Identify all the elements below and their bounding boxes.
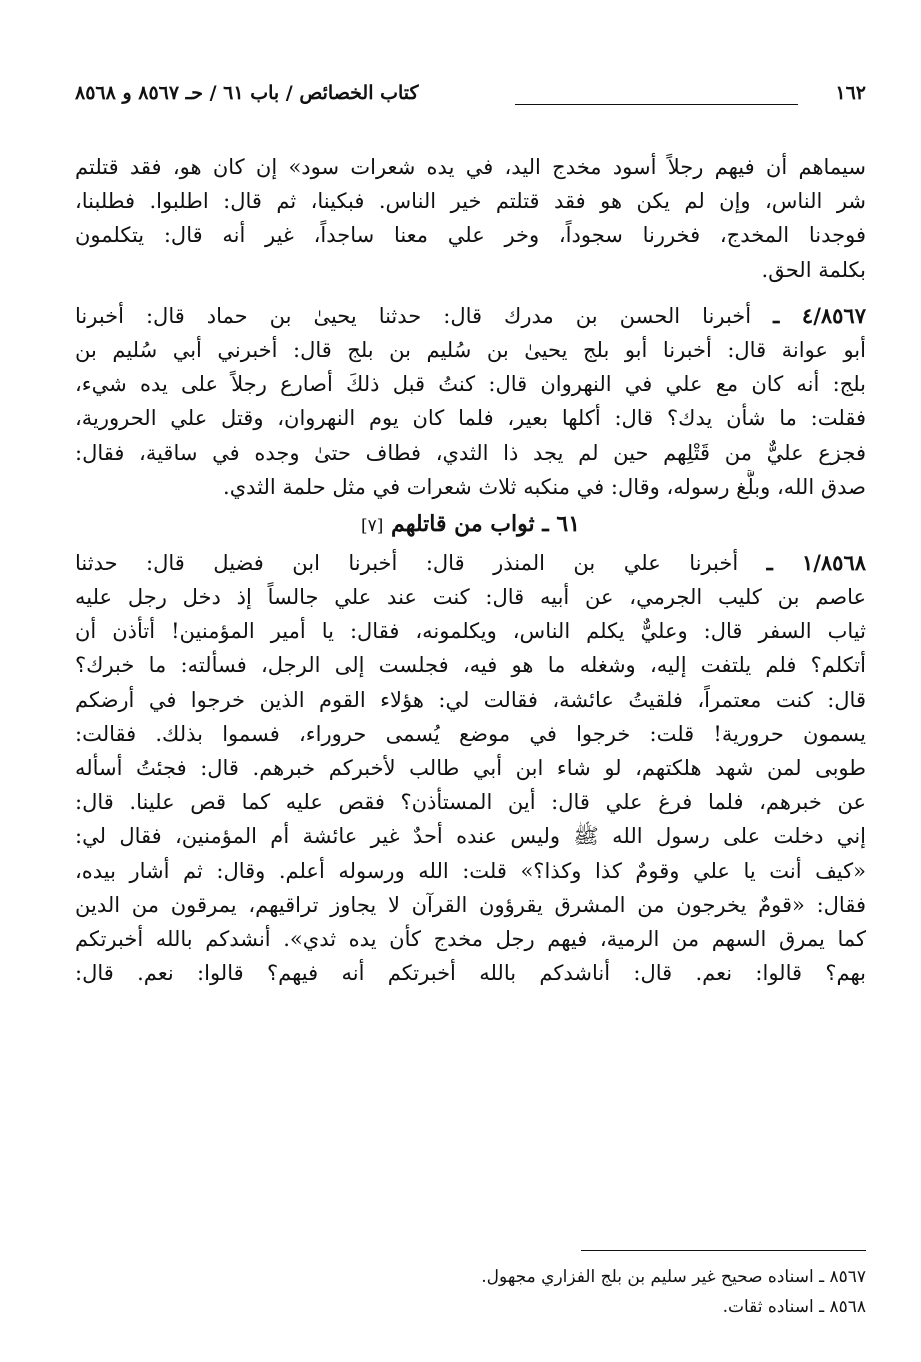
text-line: فوجدنا المخدج، فخررنا سجوداً، وخر علي معنا ساجداً، غير أنه قال: يتكلمون xyxy=(75,223,866,248)
paragraph-gap xyxy=(75,287,866,299)
hadith-text: أخبرنا علي بن المنذر قال: أخبرنا ابن فضيل قال: حدثنا xyxy=(75,550,739,575)
text-line: بلج: أنه كان مع علي في النهروان قال: كنتُ قبل ذلكَ أصارع رجلاً على يده شيء، xyxy=(75,372,866,397)
text-line: إني دخلت على رسول الله ﷺ وليس عنده أحدٌ غير عائشة أم المؤمنين، فقال لي: xyxy=(75,824,866,849)
footnote-rule xyxy=(581,1250,866,1251)
page-number: ١٦٢ xyxy=(835,82,866,104)
text-line: سيماهم أن فيهم رجلاً أسود مخدج اليد، في يده شعرات سود» إن كان هو، فقد قتلتم xyxy=(75,155,866,179)
text-line: فقال: «قومٌ يخرجون من المشرق يقرؤون القرآن لا يجاوز تراقيهم، يمرقون من الدين xyxy=(75,892,866,917)
hadith-text: أخبرنا الحسن بن مدرك قال: حدثنا يحيىٰ بن حماد قال: أخبرنا xyxy=(75,303,752,328)
main-text xyxy=(75,150,866,990)
text-line: فجزع عليٌّ من قَتْلِهم حين لم يجد ذا الثدي، فطاف حتىٰ وجده في ساقية، فقال: xyxy=(75,440,866,465)
footnote-8567: ٨٥٦٧ ـ اسناده صحيح غير سليم بن بلج الفزاري مجهول. xyxy=(481,1267,866,1287)
header-rule xyxy=(515,104,798,105)
text-line: كما يمرق السهم من الرمية، فيهم رجل مخدج كأن يده ثدي». أنشدكم بالله أخبرتكم xyxy=(75,926,866,951)
text-line: قال: كنت معتمراً، فلقيتُ عائشة، فقالت لي: هؤلاء القوم الذين خرجوا في أرضكم xyxy=(75,687,866,712)
continuation-paragraph xyxy=(75,150,866,287)
footnote-8568: ٨٥٦٨ ـ اسناده ثقات. xyxy=(722,1297,866,1317)
hadith-8568 xyxy=(75,546,866,990)
text-line: شر الناس، وإن لم يكن هو فقد قتلتم خير الناس. فبكينا، ثم قال: اطلبوا. فطلبنا، xyxy=(75,189,866,214)
hadith-number: ٤/٨٥٦٧ ـ xyxy=(773,302,866,328)
text-line: أبو عوانة قال: أخبرنا أبو بلج يحيىٰ بن سُليم بن بلج قال: أخبرني أبي سُليم بن xyxy=(75,337,866,362)
footnotes xyxy=(200,1262,866,1322)
hadith-8567 xyxy=(75,299,866,504)
text-line xyxy=(75,299,866,333)
text-line: فقلت: ما شأن يدك؟ قال: أكلها بعير، فلما كان يوم النهروان، وقتل علي الحرورية، xyxy=(75,406,866,431)
text-line: بكلمة الحق. xyxy=(761,257,866,282)
text-line: «كيف أنت يا علي وقومٌ كذا وكذا؟» قلت: الله ورسوله أعلم. وقال: ثم أشار بيده، xyxy=(75,858,866,883)
chapter-title: ٦١ ـ ثواب من قاتلهم xyxy=(391,510,581,537)
text-line: أتكلم؟ فلم يلتفت إليه، وشغله ما هو فيه، فجلست إلى الرجل، فسألته: ما خبرك؟ xyxy=(75,653,866,678)
text-line: عن خبرهم، فلما فرغ علي قال: أين المستأذن؟ فقص عليه كما قص علينا. قال: xyxy=(75,790,866,815)
chapter-note: [٧] xyxy=(360,515,384,536)
text-line: ثياب السفر قال: وعليٌّ يكلم الناس، ويكلمونه، فقال: يا أمير المؤمنين! أتأذن أن xyxy=(75,619,866,644)
text-line: طوبى لمن شهد هلكتهم، لو شاء ابن أبي طالب لأخبركم خبرهم. قال: فجئتُ أسأله xyxy=(75,756,866,780)
page-header xyxy=(75,80,866,114)
text-line: يسمون حرورية! قلت: خرجوا في موضع يُسمى حروراء، فسموا بذلك. فقالت: xyxy=(75,721,866,746)
running-title: كتاب الخصائص / باب ٦١ / حـ ٨٥٦٧ و ٨٥٦٨ xyxy=(75,82,419,104)
text-line: بهم؟ قالوا: نعم. قال: أناشدكم بالله أخبرتكم أنه فيهم؟ قالوا: نعم. قال: xyxy=(75,961,866,986)
text-line xyxy=(75,546,866,580)
text-line: عاصم بن كليب الجرمي، عن أبيه قال: كنت عند علي جالساً إذ دخل رجل عليه xyxy=(75,585,866,610)
text-line: صدق الله، وبلَّغ رسوله، وقال: في منكبه ثلاث شعرات في مثل حلمة الثدي. xyxy=(223,474,866,499)
chapter-heading xyxy=(75,504,866,546)
hadith-number: ١/٨٥٦٨ ـ xyxy=(766,549,866,575)
